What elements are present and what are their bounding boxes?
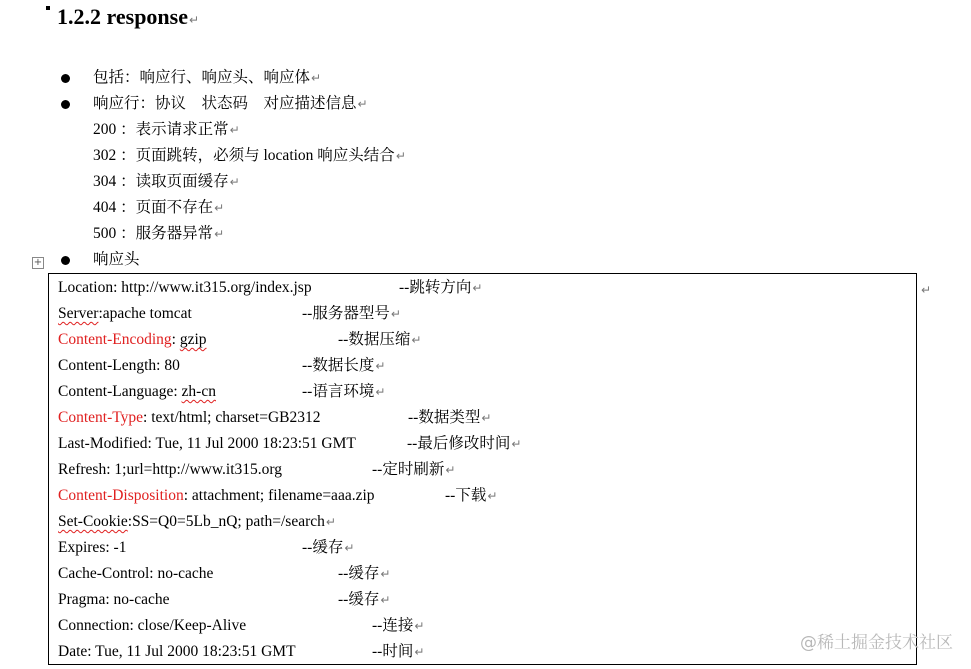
header-value: close/Keep-Alive [137,617,247,634]
header-value: -1 [113,539,127,556]
paragraph-mark-icon: ↵ [214,227,225,241]
paragraph-mark-icon: ↵ [390,307,401,321]
header-separator: : [113,279,122,296]
header-name: Content-Disposition [58,487,184,504]
header-comment [399,278,482,298]
paragraph-mark-icon: ↵ [229,175,240,189]
paragraph-mark-icon: ↵ [472,281,483,295]
heading-marker [46,6,50,10]
paragraph-mark-icon: ↵ [375,359,386,373]
header-comment-text: --缓存 [338,591,380,608]
header-name: Connection [58,617,130,634]
header-comment [338,590,390,610]
table-row [58,538,355,558]
paragraph-mark-icon: ↵ [380,567,391,581]
header-comment-text: --连接 [372,617,414,634]
table-row [58,356,386,376]
header-separator: : [149,565,158,582]
header-comment [338,330,421,350]
header-name: Date [58,643,88,660]
header-comment [445,486,497,506]
header-separator: : [105,591,114,608]
header-comment [338,564,390,584]
paragraph-mark-icon: ↵ [325,515,336,529]
paragraph-mark-icon: ↵ [189,13,200,27]
header-separator: : [106,461,115,478]
header-comment [302,304,401,324]
paragraph-mark-icon: ↵ [357,97,368,111]
header-comment-text: --数据类型 [408,409,481,426]
header-name: Cache-Control [58,565,150,582]
list-item-text: 500 ：服务器异常 [93,225,214,242]
list-item-text: 200 ：表示请求正常 [93,121,229,138]
list-item-text: 包括：响应行、响应头、响应体 [93,69,311,86]
header-value: text/html; charset=GB2312 [151,409,321,426]
paragraph-mark-icon: ↵ [511,437,522,451]
header-comment-text: --定时刷新 [372,461,445,478]
header-comment-text: --时间 [372,643,414,660]
row-end-mark-icon: ↵ [921,283,932,297]
section-title: 1.2.2 response [57,4,188,29]
header-name: Expires [58,539,106,556]
header-value: no-cache [157,565,214,582]
header-comment-text: --下载 [445,487,487,504]
header-value: zh-cn [181,383,216,400]
list-item-text: 响应行：协议 状态码 对应描述信息 [93,95,357,112]
list-item-text: 304 ：读取页面缓存 [93,173,229,190]
header-comment [302,356,385,376]
list-item-text: 404 ：页面不存在 [93,199,214,216]
section-heading [46,4,199,30]
header-comment-text: --数据压缩 [338,331,411,348]
header-value: http://www.it315.org/index.jsp [121,279,312,296]
header-value: 80 [164,357,180,374]
header-comment-text: --最后修改时间 [407,435,511,452]
header-comment-text: --服务器型号 [302,305,390,322]
paragraph-mark-icon: ↵ [214,201,225,215]
header-separator: : [98,305,103,322]
bullet-dot-icon [61,100,70,109]
paragraph-mark-icon: ↵ [445,463,456,477]
header-value: gzip [179,331,207,348]
paragraph-mark-icon: ↵ [414,619,425,633]
header-name: Content-Language [58,383,174,400]
paragraph-mark-icon: ↵ [311,71,322,85]
paragraph-mark-icon: ↵ [481,411,492,425]
header-comment [407,434,521,454]
list-item [93,172,240,192]
header-separator: : [143,409,152,426]
header-name: Content-Length [58,357,157,374]
header-separator: : [129,617,138,634]
list-item [93,146,406,166]
table-row [58,434,522,454]
header-name: Server [58,305,99,322]
table-row [58,616,425,636]
header-comment [302,382,385,402]
paragraph-mark-icon: ↵ [344,541,355,555]
header-value: no-cache [113,591,170,608]
header-separator: : [171,331,180,348]
header-value: 1;url=http://www.it315.org [114,461,283,478]
table-row [58,642,425,662]
header-comment-text: --缓存 [302,539,344,556]
header-value: SS=Q0=5Lb_nQ; path=/search [132,513,325,530]
list-item [93,250,140,270]
list-item [93,68,321,88]
header-comment [408,408,491,428]
table-row [58,564,391,584]
header-comment [372,460,455,480]
header-comment-text: --缓存 [338,565,380,582]
table-row [58,512,336,532]
header-name: Content-Type [58,409,144,426]
header-comment [302,538,354,558]
header-separator: : [147,435,156,452]
header-name: Pragma [58,591,106,608]
paragraph-mark-icon: ↵ [380,593,391,607]
table-row [58,304,401,324]
header-separator: : [156,357,165,374]
header-separator: : [87,643,96,660]
paragraph-mark-icon: ↵ [414,645,425,659]
list-item [93,120,240,140]
table-row [58,486,498,506]
paragraph-mark-icon: ↵ [487,489,498,503]
header-separator: : [127,513,133,530]
list-item [93,94,368,114]
header-value: Tue, 11 Jul 2000 18:23:51 GMT [95,643,296,660]
header-value: apache tomcat [102,305,192,322]
bullet-dot-icon [61,256,70,265]
header-name: Last-Modified [58,435,148,452]
header-name: Refresh [58,461,107,478]
table-move-handle-icon[interactable]: + [33,257,43,268]
header-name: Content-Encoding [58,331,172,348]
list-item-text: 响应头 [93,251,140,268]
bullet-dot-icon [61,74,70,83]
header-value: Tue, 11 Jul 2000 18:23:51 GMT [155,435,356,452]
table-row [58,408,492,428]
table-row [58,382,386,402]
header-separator: : [183,487,192,504]
header-name: Location [58,279,114,296]
table-row [58,460,456,480]
header-value: attachment; filename=aaa.zip [191,487,375,504]
watermark: @稀土掘金技术社区 [800,633,953,653]
header-comment [372,642,424,662]
paragraph-mark-icon: ↵ [411,333,422,347]
paragraph-mark-icon: ↵ [375,385,386,399]
header-comment-text: --跳转方向 [399,279,472,296]
table-row [58,590,391,610]
list-item [93,224,224,244]
table-row [58,278,483,298]
header-separator: : [173,383,182,400]
header-comment [372,616,424,636]
paragraph-mark-icon: ↵ [395,149,406,163]
paragraph-mark-icon: ↵ [229,123,240,137]
header-name: Set-Cookie [58,513,128,530]
header-comment-text: --数据长度 [302,357,375,374]
table-row [58,330,422,350]
header-separator: : [105,539,114,556]
header-comment-text: --语言环境 [302,383,375,400]
list-item-text: 302 ：页面跳转，必须与 location 响应头结合 [93,147,395,164]
list-item [93,198,224,218]
